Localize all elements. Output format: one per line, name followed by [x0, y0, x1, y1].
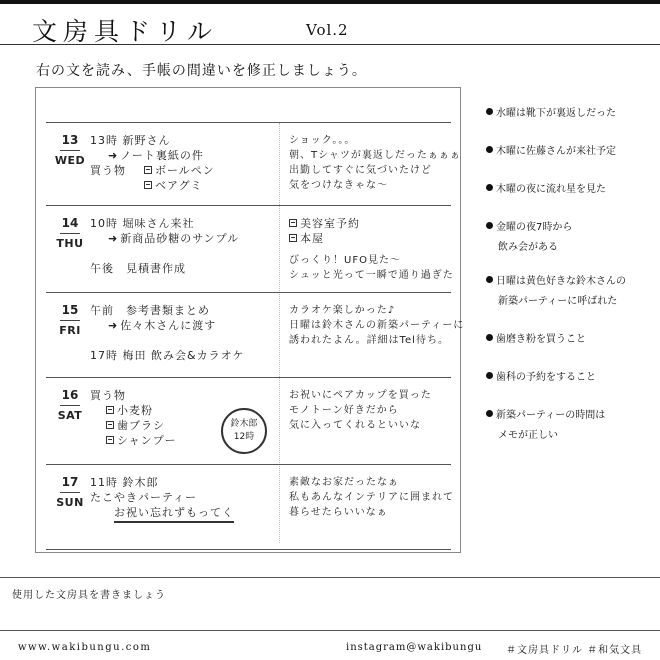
- day-rule: [46, 122, 451, 123]
- checklist-line: [486, 180, 606, 200]
- checklist-text: 日曜は黄色好きな鈴木さんの: [496, 276, 626, 287]
- checklist-line: [486, 292, 626, 312]
- checklist-line: [486, 330, 586, 350]
- diary-text: 誘われたよん。詳細はTel待ち。: [289, 335, 449, 346]
- planner-entry: [90, 388, 126, 403]
- planner-check-text: 本屋: [300, 232, 324, 245]
- planner-check-text: 美容室予約: [300, 217, 360, 230]
- planner-entry: [90, 216, 195, 231]
- planner-entry-text: 買う物: [90, 164, 126, 177]
- weekday-label: THU: [56, 237, 84, 250]
- planner-entry: [144, 178, 203, 193]
- diary-text: 出勤してすぐに気づいたけど: [289, 165, 432, 176]
- circled-note-text: 12時: [233, 432, 255, 442]
- planner-entry: [108, 148, 204, 163]
- planner-entry: [90, 490, 197, 505]
- planner-entry: [90, 348, 244, 363]
- planner-entry: [108, 231, 239, 246]
- day-rule: [46, 549, 451, 550]
- planner-day: [46, 216, 454, 286]
- checklist-item: [486, 272, 626, 312]
- day-separator: [60, 233, 80, 234]
- planner-day: [46, 388, 451, 458]
- checklist-item: [486, 142, 616, 162]
- planner-day: [46, 303, 465, 373]
- arrow-icon: ➜: [108, 319, 119, 332]
- planner-entry-text: ベアグミ: [155, 179, 203, 192]
- weekday-label: FRI: [59, 324, 81, 337]
- checklist-text: 金曜の夜7時から: [496, 222, 573, 233]
- day-number: 16: [61, 388, 79, 402]
- day-rule: [46, 377, 451, 378]
- planner-entry-text: 新商品砂糖のサンプル: [120, 232, 240, 245]
- planner-day: [46, 475, 454, 545]
- checklist-text: メモが正しい: [498, 430, 558, 441]
- bullet-icon: [486, 334, 493, 341]
- planner-entry: [114, 505, 234, 520]
- day-number: 14: [61, 216, 79, 230]
- planner-entry-text: 10時 堀味さん来社: [90, 217, 195, 230]
- planner-entry-text: 買う物: [90, 389, 126, 402]
- footer-divider-bottom: [0, 630, 660, 631]
- weekday-label: WED: [54, 154, 86, 167]
- checklist-line: [486, 426, 605, 446]
- checklist-item: [486, 180, 606, 200]
- checklist-item: [486, 406, 605, 446]
- diary-text: シュッと光って一瞬で通り過ぎた: [289, 270, 454, 281]
- planner-entry: [144, 163, 215, 178]
- website-url[interactable]: www.wakibungu.com: [18, 642, 152, 653]
- diary-text: お祝いにペアカップを買った: [289, 390, 432, 401]
- circled-note: [221, 408, 267, 454]
- planner-entry-text: 午前 参考書類まとめ: [90, 304, 210, 317]
- checklist-text: 新築パーティーに呼ばれた: [498, 296, 618, 307]
- header: [0, 4, 660, 45]
- diary-text: びっくり！UFO見た〜: [289, 255, 401, 266]
- day-rule: [46, 292, 451, 293]
- planner-page: [35, 87, 465, 553]
- instruction-text: 右の文を読み、手帳の間違いを修正しましょう。: [36, 63, 367, 79]
- planner-entry: [106, 418, 165, 433]
- planner-entry: [90, 261, 186, 276]
- stationery-note-label: 使用した文房具を書きましょう: [12, 590, 166, 601]
- footer-divider-top: [0, 577, 660, 578]
- planner-entry-text: 11時 鈴木郎: [90, 476, 159, 489]
- checkbox-icon: [106, 421, 114, 429]
- checklist-text: 歯磨き粉を買うこと: [496, 334, 586, 345]
- arrow-icon: ➜: [108, 232, 119, 245]
- planner-entry: [106, 403, 153, 418]
- planner-entry-text: 歯ブラシ: [117, 419, 165, 432]
- planner-entry-text: お祝い忘れずもってく: [114, 506, 234, 523]
- bullet-icon: [486, 410, 493, 417]
- checklist-text: 歯科の予約をすること: [496, 372, 596, 383]
- day-rule: [46, 464, 451, 465]
- planner-entry: [90, 133, 171, 148]
- checklist-line: [486, 104, 616, 124]
- planner-entry-text: 佐々木さんに渡す: [120, 319, 217, 332]
- checklist-line: [486, 142, 616, 162]
- planner-check-item: [289, 216, 360, 231]
- diary-text: ショック。。。: [289, 135, 356, 146]
- planner-entry-text: シャンプー: [117, 434, 177, 447]
- planner-entry: [108, 318, 216, 333]
- planner-entry-text: 小麦粉: [117, 404, 153, 417]
- planner-entry-text: 13時 新野さん: [90, 134, 171, 147]
- weekday-label: SUN: [56, 496, 84, 509]
- diary-text: 暮らせたらいいなぁ: [289, 507, 388, 518]
- planner-day: [46, 133, 461, 203]
- planner-entry-text: たこやきパーティー: [90, 491, 198, 504]
- circled-note-text: 鈴木郎: [230, 419, 258, 429]
- diary-text: 素敵なお家だったなぁ: [289, 477, 399, 488]
- planner-entry: [90, 475, 159, 490]
- weekday-label: SAT: [57, 409, 83, 422]
- checklist-line: [486, 238, 572, 258]
- bullet-icon: [486, 276, 493, 283]
- planner-entry: [90, 303, 210, 318]
- checklist-line: [486, 218, 572, 238]
- checklist-text: 飲み会がある: [498, 242, 558, 253]
- bullet-icon: [486, 146, 493, 153]
- planner-entry-text: ノート裏紙の件: [120, 149, 204, 162]
- checkbox-icon: [106, 406, 114, 414]
- planner-check-item: [289, 231, 324, 246]
- diary-text: 朝、Tシャツが裏返しだったぁぁぁ: [289, 150, 461, 161]
- checkbox-icon: [289, 219, 297, 227]
- checkbox-icon: [144, 166, 152, 174]
- day-rule: [46, 205, 451, 206]
- diary-text: 日曜は鈴木さんの新築パーティーに: [289, 320, 465, 331]
- checklist-line: [486, 272, 626, 292]
- checklist-line: [486, 368, 596, 388]
- checklist-item: [486, 330, 586, 350]
- planner-entry-text: 午後 見積書作成: [90, 262, 186, 275]
- checklist-item: [486, 368, 596, 388]
- day-separator: [60, 320, 80, 321]
- checklist-text: 新築パーティーの時間は: [496, 410, 606, 421]
- bullet-icon: [486, 184, 493, 191]
- arrow-icon: ➜: [108, 149, 119, 162]
- checklist-text: 木曜の夜に流れ星を見た: [496, 184, 606, 195]
- day-number: 15: [61, 303, 79, 317]
- diary-text: カラオケ楽しかった♪: [289, 305, 396, 316]
- diary-text: 気をつけなきゃな〜: [289, 180, 388, 191]
- checkbox-icon: [144, 181, 152, 189]
- diary-text: 気に入ってくれるといいな: [289, 420, 421, 431]
- checkbox-icon: [289, 234, 297, 242]
- checklist-line: [486, 406, 605, 426]
- hashtags: ＃文房具ドリル ＃和気文具: [506, 645, 643, 656]
- day-number: 17: [61, 475, 79, 489]
- bullet-icon: [486, 372, 493, 379]
- planner-entry-text: 17時 梅田 飲み会&カラオケ: [90, 349, 245, 362]
- checkbox-icon: [106, 436, 114, 444]
- day-separator: [60, 492, 80, 493]
- planner-entry-text: ボールペン: [155, 164, 215, 177]
- planner-entry: [90, 163, 126, 178]
- planner-entry: [106, 433, 176, 448]
- bullet-icon: [486, 108, 493, 115]
- checklist-item: [486, 104, 616, 124]
- bullet-icon: [486, 222, 493, 229]
- checklist-item: [486, 218, 572, 258]
- day-separator: [60, 150, 80, 151]
- instagram-handle[interactable]: instagram@wakibungu: [346, 642, 483, 653]
- page-title: 文房具ドリル: [32, 17, 219, 46]
- diary-text: モノトーン好きだから: [289, 405, 399, 416]
- day-number: 13: [61, 133, 79, 147]
- checklist-text: 木曜に佐藤さんが来社予定: [496, 146, 616, 157]
- day-separator: [60, 405, 80, 406]
- checklist-text: 水曜は靴下が裏返しだった: [496, 108, 616, 119]
- diary-text: 私もあんなインテリアに囲まれて: [289, 492, 454, 503]
- volume-label: Vol.2: [306, 21, 349, 39]
